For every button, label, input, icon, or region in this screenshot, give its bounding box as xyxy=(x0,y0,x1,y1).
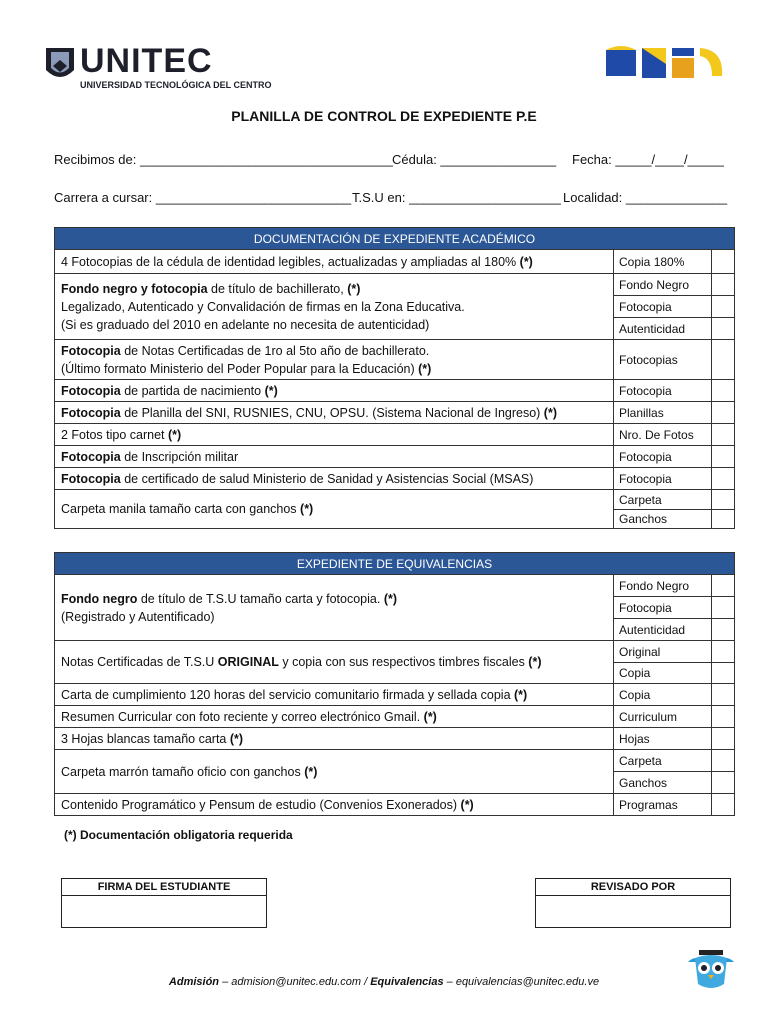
reviewer-signature-label: REVISADO POR xyxy=(536,879,730,896)
row-label: Planillas xyxy=(614,402,712,424)
row-label: Nro. De Fotos xyxy=(614,424,712,446)
shield-icon xyxy=(44,46,76,86)
row-label: Fondo Negro xyxy=(614,274,712,296)
required-mark: (*) xyxy=(300,502,314,516)
required-mark: (*) xyxy=(304,764,318,779)
row-text: 2 Fotos tipo carnet xyxy=(61,427,169,442)
check-box[interactable] xyxy=(712,728,735,750)
check-box[interactable] xyxy=(712,597,735,619)
tsu-field[interactable]: T.S.U en: _____________________ xyxy=(352,190,561,205)
shapes-logo-icon xyxy=(606,46,726,80)
row-label: Fondo Negro xyxy=(614,575,712,597)
row-text: 4 Fotocopias de la cédula de identidad legibles, actualizadas y ampliadas al 180% xyxy=(61,254,517,269)
check-box[interactable] xyxy=(712,468,735,490)
check-box[interactable] xyxy=(712,575,735,597)
required-mark: (*) xyxy=(383,591,398,606)
row-label: Ganchos xyxy=(614,510,712,529)
required-mark: (*) xyxy=(168,427,182,442)
row-text: de título de T.S.U tamaño carta y fotocopia. xyxy=(137,591,384,606)
row-label: Autenticidad xyxy=(614,619,712,641)
row-label: Copia xyxy=(614,663,712,684)
required-mark: (*) xyxy=(229,731,244,746)
table-row xyxy=(55,250,735,274)
required-mark: (*) xyxy=(528,655,542,669)
table-row xyxy=(55,728,735,750)
row-text: de Planilla del SNI, RUSNIES, CNU, OPSU. (Sistema Nacional de Ingreso) xyxy=(120,405,544,420)
equivalencias-table xyxy=(54,552,735,816)
row-text: Notas Certificadas de T.S.U xyxy=(61,655,218,669)
table-row xyxy=(55,794,735,816)
row-bold: Fotocopia xyxy=(61,471,121,486)
row-label: Carpeta xyxy=(614,490,712,510)
row-label: Curriculum xyxy=(614,706,712,728)
row-bold: Fotocopia xyxy=(61,343,121,358)
row-text-line2: (Registrado y Autentificado) xyxy=(61,609,215,624)
table-row xyxy=(55,402,735,424)
row-text: 3 Hojas blancas tamaño carta xyxy=(61,731,230,746)
unitec-logo xyxy=(44,42,272,104)
check-box[interactable] xyxy=(712,250,735,274)
check-box[interactable] xyxy=(712,619,735,641)
check-box[interactable] xyxy=(712,380,735,402)
table-row xyxy=(55,424,735,446)
row-text: de Inscripción militar xyxy=(120,449,239,464)
footer-contact xyxy=(0,976,768,988)
table-row xyxy=(55,575,735,597)
check-box[interactable] xyxy=(712,684,735,706)
table-row xyxy=(55,446,735,468)
row-text-2: y copia con sus respectivos timbres fiscales xyxy=(278,655,529,669)
row-text: Resumen Curricular con foto reciente y correo electrónico Gmail. xyxy=(61,709,424,724)
check-box[interactable] xyxy=(712,663,735,684)
row-text: Carpeta manila tamaño carta con ganchos xyxy=(61,502,301,516)
row-bold: Fotocopia xyxy=(61,405,121,420)
table-row xyxy=(55,340,735,380)
row-label: Carpeta xyxy=(614,750,712,772)
date-field[interactable]: Fecha: _____/____/_____ xyxy=(572,152,724,167)
check-box[interactable] xyxy=(712,772,735,794)
check-box[interactable] xyxy=(712,750,735,772)
table-row xyxy=(55,641,735,663)
row-bold: Fotocopia xyxy=(61,383,121,398)
table-row xyxy=(55,706,735,728)
row-bold: Fotocopia xyxy=(61,449,121,464)
cedula-field[interactable]: Cédula: ________________ xyxy=(392,152,557,167)
student-signature-label: FIRMA DEL ESTUDIANTE xyxy=(62,879,266,896)
row-text-line3: (Si es graduado del 2010 en adelante no necesita de autenticidad) xyxy=(61,317,430,332)
row-label: Programas xyxy=(614,794,712,816)
equivalencias-header: EXPEDIENTE DE EQUIVALENCIAS xyxy=(55,553,735,575)
row-text: de partida de nacimiento xyxy=(120,383,265,398)
table-row xyxy=(55,380,735,402)
required-mark: (*) xyxy=(347,281,361,296)
row-label: Ganchos xyxy=(614,772,712,794)
row-bold: ORIGINAL xyxy=(217,655,279,669)
check-box[interactable] xyxy=(712,274,735,296)
table-row xyxy=(55,468,735,490)
check-box[interactable] xyxy=(712,424,735,446)
check-box[interactable] xyxy=(712,641,735,663)
row-label: Original xyxy=(614,641,712,663)
required-note: (*) Documentación obligatoria requerida xyxy=(64,828,293,842)
row-text: de título de bachillerato, xyxy=(207,281,348,296)
page-title: PLANILLA DE CONTROL DE EXPEDIENTE P.E xyxy=(231,108,537,124)
row-text: de certificado de salud Ministerio de Sanidad y Asistencias Social (MSAS) xyxy=(120,471,534,486)
check-box[interactable] xyxy=(712,446,735,468)
row-label: Fotocopia xyxy=(614,296,712,318)
row-text: Carta de cumplimiento 120 horas del servicio comunitario firmada y sellada copia xyxy=(61,687,514,702)
academic-documents-table xyxy=(54,227,735,529)
admission-email[interactable]: – admision@unitec.edu.com / xyxy=(219,976,371,988)
row-label: Fotocopia xyxy=(614,468,712,490)
row-label: Fotocopia xyxy=(614,380,712,402)
equivalencias-email[interactable]: – equivalencias@unitec.edu.ve xyxy=(443,976,600,988)
check-box[interactable] xyxy=(712,340,735,380)
row-label: Fotocopias xyxy=(614,340,712,380)
row-label: Fotocopia xyxy=(614,446,712,468)
row-text: Contenido Programático y Pensum de estudio (Convenios Exonerados) xyxy=(61,797,461,812)
required-mark: (*) xyxy=(543,405,557,420)
check-box[interactable] xyxy=(712,402,735,424)
row-label: Fotocopia xyxy=(614,597,712,619)
required-mark: (*) xyxy=(460,797,474,812)
reviewer-signature-box[interactable] xyxy=(535,878,731,928)
check-box[interactable] xyxy=(712,794,735,816)
check-box[interactable] xyxy=(712,490,735,510)
table-row xyxy=(55,274,735,296)
locality-field[interactable]: Localidad: ______________ xyxy=(563,190,728,205)
check-box[interactable] xyxy=(712,510,735,529)
student-signature-box[interactable] xyxy=(61,878,267,928)
row-text-line2: (Último formato Ministerio del Poder Popular para la Educación) xyxy=(61,361,419,376)
check-box[interactable] xyxy=(712,706,735,728)
required-mark: (*) xyxy=(264,383,278,398)
row-text: Carpeta marrón tamaño oficio con ganchos xyxy=(61,764,305,779)
row-label: Hojas xyxy=(614,728,712,750)
check-box[interactable] xyxy=(712,318,735,340)
row-label: Autenticidad xyxy=(614,318,712,340)
received-from-field[interactable]: Recibimos de: ___________________________________ xyxy=(54,152,394,167)
row-bold: Fondo negro y fotocopia xyxy=(61,281,208,296)
row-label: Copia xyxy=(614,684,712,706)
row-text: de Notas Certificadas de 1ro al 5to año de bachillerato. xyxy=(120,343,430,358)
required-mark: (*) xyxy=(519,254,533,269)
row-bold: Fondo negro xyxy=(61,591,138,606)
logo-subtitle: UNIVERSIDAD TECNOLÓGICA DEL CENTRO xyxy=(80,80,272,90)
logo-wordmark: UNITEC xyxy=(80,42,213,80)
required-mark: (*) xyxy=(418,361,432,376)
table-row xyxy=(55,684,735,706)
table-row xyxy=(55,490,735,510)
required-mark: (*) xyxy=(423,709,437,724)
check-box[interactable] xyxy=(712,296,735,318)
academic-header: DOCUMENTACIÓN DE EXPEDIENTE ACADÉMICO xyxy=(55,228,735,250)
table-row xyxy=(55,750,735,772)
row-label: Copia 180% xyxy=(614,250,712,274)
admission-label: Admisión xyxy=(168,976,220,988)
career-field[interactable]: Carrera a cursar: ___________________________ xyxy=(54,190,352,205)
equivalencias-label: Equivalencias xyxy=(370,976,444,988)
owl-mascot-icon xyxy=(686,948,736,994)
required-mark: (*) xyxy=(514,687,528,702)
row-text-line2: Legalizado, Autenticado y Convalidación de firmas en la Zona Educativa. xyxy=(61,299,465,314)
